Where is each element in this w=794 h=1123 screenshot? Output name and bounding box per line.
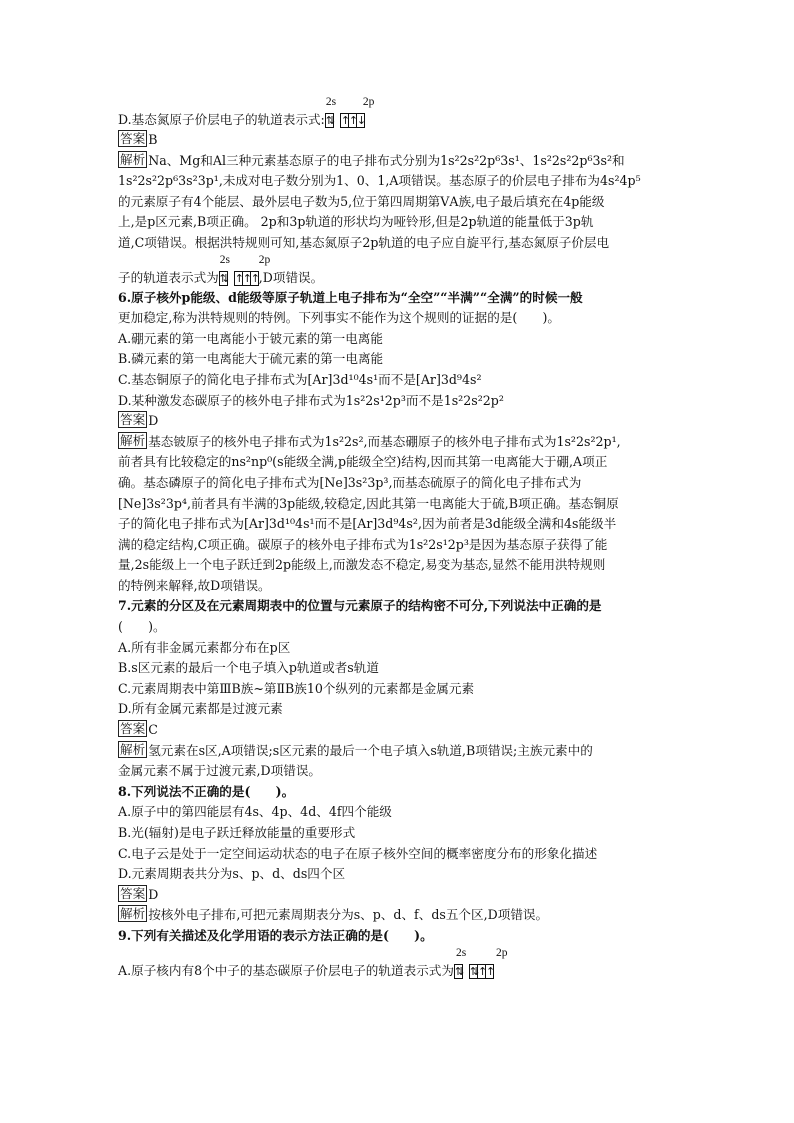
q9-stem: 9.下列有关描述及化学用语的表示方法正确的是( )。 [118,927,433,943]
orbital-label-2s: 2s [325,96,337,108]
q8-option-b: B.光(辐射)是电子跃迁释放能量的重要形式 [118,825,356,840]
answer-tag: 答案 [120,721,146,737]
q6-option-b: B.磷元素的第一电离能大于硫元素的第一电离能 [118,351,384,367]
orbital-box-2p: ↑↑↓ [340,114,367,127]
q8-explain-line: 解析 按核外电子排布,可把元素周期表分为s、p、d、f、ds五个区,D项错误。 [120,906,549,923]
orbital-diagram [219,253,271,288]
answer-value: D [148,413,159,429]
explain-tag: 解析 [120,741,146,757]
q6-explain-line: [Ne]3s²3p⁴,前者具有半满的3p能级,较稳定,因此其第一电离能大于硫,B项正确。基态铜原 [118,495,619,511]
orbital-box-2p: ⇅↑↑ [469,964,496,978]
q5-explain-line: 的元素原子有4个能层、最外层电子数为5,位于第四周期第ⅤA族,电子最后填充在4p能级 [118,193,605,209]
orbital-box-2s: ⇅ [219,271,229,285]
q7-option-a: A.所有非金属元素都分布在p区 [118,639,291,655]
orbital-label-2s: 2s [455,946,467,959]
document-page [118,96,698,981]
answer-value: B [148,132,158,147]
q6-explain-line: 子的简化电子排布式为[Ar]3d¹⁰4s¹而不是[Ar]3d⁹4s²,因为前者是3d能级全满和4s能级半 [118,516,617,532]
q7-option-d: D.所有金属元素都是过渡元素 [118,701,283,717]
q5-explain-line: 道,C项错误。根据洪特规则可知,基态氮原子2p轨道的电子应自旋平行,基态氮原子价层电 [118,234,610,250]
q9-option-a: A.原子核内有8个中子的基态碳原子价层电子的轨道表示式为 2s 2p ⇅ ⇅↑↑ [118,947,698,981]
q6-option-a: A.硼元素的第一电离能小于铍元素的第一电离能 [118,330,383,346]
orbital-label-2p: 2p [258,253,271,266]
orbital-box-2s: ⇅ [325,114,336,127]
q7-option-b: B.s区元素的最后一个电子填入p轨道或者s轨道 [118,660,379,676]
q5-explain-line: 1s²2s²2p⁶3s²3p¹,未成对电子数分别为1、0、1,A项错误。基态原子的价层电子排布为4s²4p⁵ [118,173,641,189]
q6-stem: 更加稳定,称为洪特规则的特例。下列事实不能作为这个规则的证据的是( )。 [118,310,561,326]
q8-option-c: C.电子云是处于一定空间运动状态的电子在原子核外空间的概率密度分布的形象化描述 [118,845,598,861]
orbital-label-2p: 2p [495,946,508,959]
q5-answer [118,130,698,151]
q6-explain-line: 的特例来解释,故D项错误。 [118,577,271,593]
orbital-diagram [454,946,508,981]
answer-tag: 答案 [120,131,146,146]
q6-answer [118,411,698,432]
q5-option-d [118,96,698,130]
q8-answer [118,885,698,906]
orbital-label-2p: 2p [362,96,375,108]
q5-option-d-text: D.基态氮原子价层电子的轨道表示式: [118,112,325,127]
q6-explain-line: 前者具有比较稳定的ns²np⁰(s能级全满,p能级全空)结构,因而其第一电离能大于硼,A项正 [118,454,608,470]
q5-explain-last-line: 子的轨道表示式为 2s 2p ⇅ ↑↑↑,D项错误。 [118,254,698,288]
q6-explain-line: 确。基态磷原子的简化电子排布式为[Ne]3s²3p³,而基态硫原子的简化电子排布式为 [118,474,582,490]
orbital-diagram [325,96,375,130]
q8-option-a: A.原子中的第四能层有4s、4p、4d、4f四个能级 [118,804,392,820]
explain-tag: 解析 [120,151,146,167]
q5-explain-line: 上,是p区元素,B项正确。 2p和3p轨道的形状均为哑铃形,但是2p轨道的能量低于3p轨 [118,214,594,230]
q6-stem: 6.原子核外p能级、d能级等原子轨道上电子排布为“全空”“半满”“全满”的时候一般 [118,289,583,305]
q7-stem: ( )。 [118,619,166,635]
q8-stem: 8.下列说法不正确的是( )。 [118,783,295,799]
q7-answer [118,720,698,741]
q6-explain-line: 量,2s能级上一个电子跃迁到2p能级上,而激发态不稳定,易变为基态,显然不能用洪特规则 [118,557,606,573]
answer-tag: 答案 [120,412,146,428]
explain-tag: 解析 [120,432,146,448]
answer-value: D [148,886,159,902]
orbital-box-2s: ⇅ [454,964,465,978]
q7-explain-line: 金属元素不属于过渡元素,D项错误。 [118,763,322,779]
q5-explain-line: 解析 Na、Mg和Al三种元素基态原子的电子排布式分别为1s²2s²2p⁶3s¹、1s²2s²2p⁶3s²和 [120,151,625,168]
q6-explain-line: 满的稳定结构,C项正确。碳原子的核外电子排布式为1s²2s¹2p³是因为基态原子获得了能 [118,536,608,552]
orbital-box-2p: ↑↑↑ [234,271,260,285]
orbital-label-2s: 2s [219,253,230,266]
answer-tag: 答案 [120,885,146,901]
q7-option-c: C.元素周期表中第ⅢB族~第ⅡB族10个纵列的元素都是金属元素 [118,680,475,696]
q6-option-c: C.基态铜原子的简化电子排布式为[Ar]3d¹⁰4s¹而不是[Ar]3d⁹4s² [118,371,482,387]
q7-stem: 7.元素的分区及在元素周期表中的位置与元素原子的结构密不可分,下列说法中正确的是 [118,598,602,614]
q7-explain-line: 解析 氢元素在s区,A项错误;s区元素的最后一个电子填入s轨道,B项错误;主族元素中的 [120,741,593,758]
q6-explain-line: 解析 基态铍原子的核外电子排布式为1s²2s²,而基态硼原子的核外电子排布式为1s²2s²2p¹, [120,432,621,449]
explain-tag: 解析 [120,906,146,922]
q6-option-d: D.某种激发态碳原子的核外电子排布式为1s²2s¹2p³而不是1s²2s²2p² [118,392,504,408]
q8-option-d: D.元素周期表共分为s、p、d、ds四个区 [118,866,346,882]
answer-value: C [148,722,158,738]
